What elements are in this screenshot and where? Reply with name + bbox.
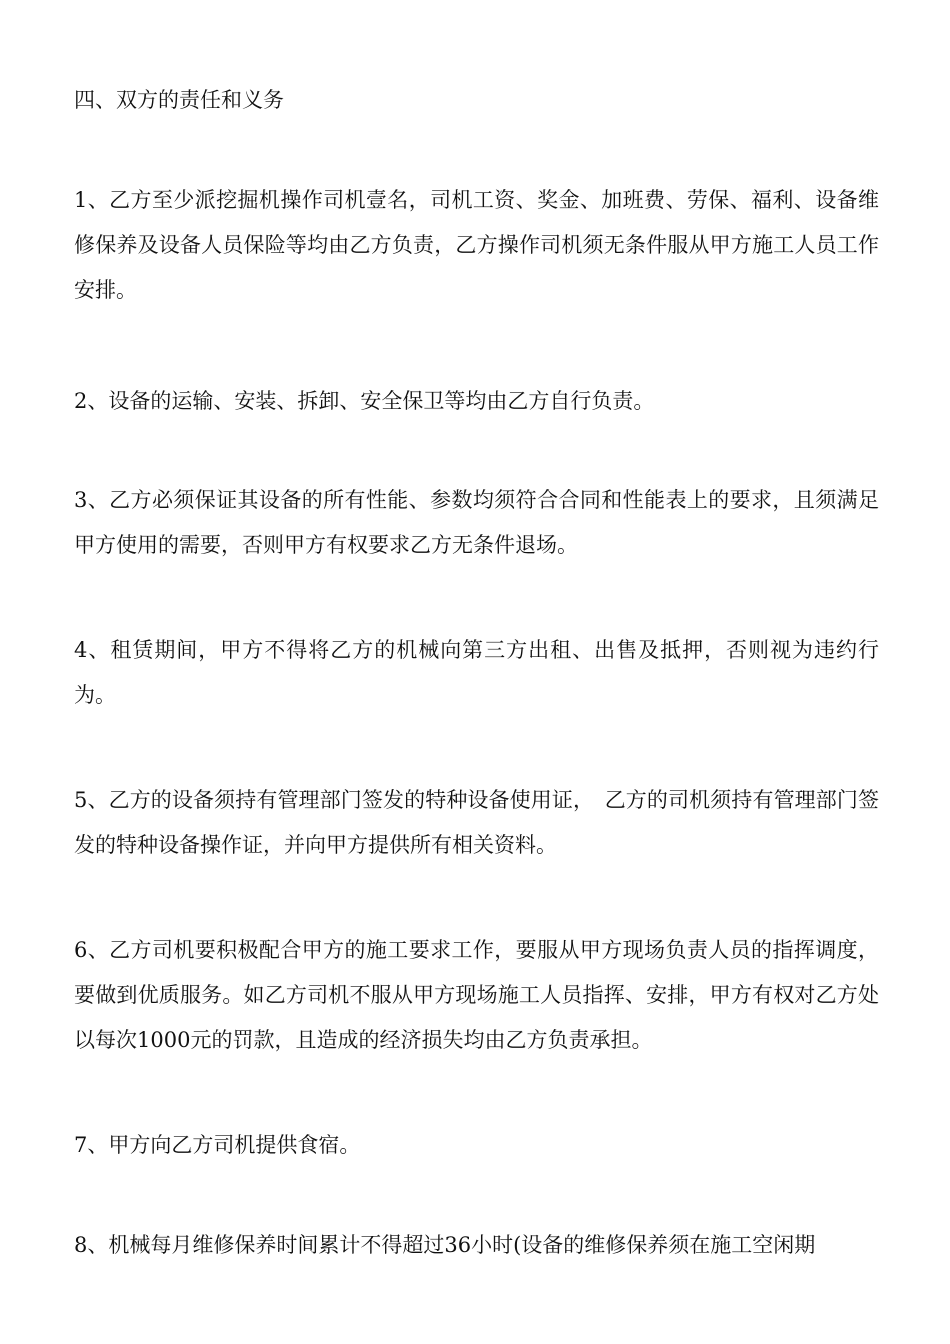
- clause-2: 2、设备的运输、安装、拆卸、安全保卫等均由乙方自行负责。: [74, 389, 655, 413]
- clause-3: 3、乙方必须保证其设备的所有性能、参数均须符合合同和性能表上的要求，且须满足甲方使用的需要，否则甲方有权要求乙方无条件退场。: [74, 488, 879, 557]
- section-heading: 四、双方的责任和义务: [74, 88, 284, 112]
- clause-5: 5、乙方的设备须持有管理部门签发的特种设备使用证， 乙方的司机须持有管理部门签发的特种设备操作证，并向甲方提供所有相关资料。: [74, 788, 879, 857]
- clause-7: 7、甲方向乙方司机提供食宿。: [74, 1133, 361, 1157]
- clause-4: 4、租赁期间，甲方不得将乙方的机械向第三方出租、出售及抵押，否则视为违约行为。: [74, 638, 879, 707]
- clause-8: 8、机械每月维修保养时间累计不得超过36小时(设备的维修保养须在施工空闲期: [74, 1233, 816, 1257]
- clause-6: 6、乙方司机要积极配合甲方的施工要求工作，要服从甲方现场负责人员的指挥调度，要做到优质服务。如乙方司机不服从甲方现场施工人员指挥、安排，甲方有权对乙方处以每次1000元的罚款，且造成的经济损失均由乙方负责承担。: [74, 938, 879, 1052]
- clause-1: 1、乙方至少派挖掘机操作司机壹名，司机工资、奖金、加班费、劳保、福利、设备维修保养及设备人员保险等均由乙方负责，乙方操作司机须无条件服从甲方施工人员工作安排。: [74, 188, 879, 302]
